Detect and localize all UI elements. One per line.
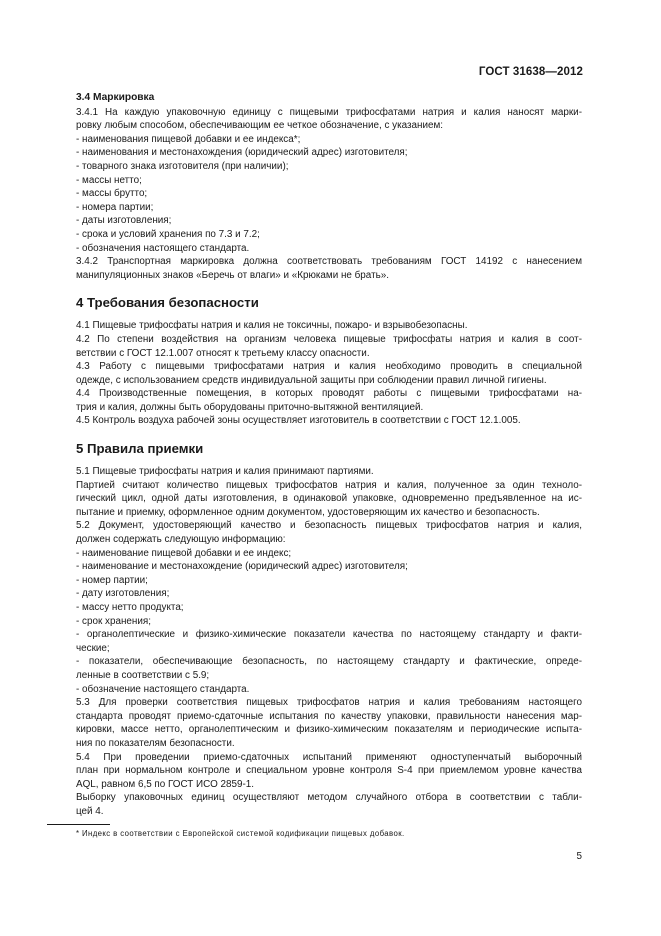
list-item: - товарного знака изготовителя (при наличии);	[76, 160, 289, 172]
paragraph-4-3: 4.3 Работу с пищевыми трифосфатами натрия и калия необходимо проводить в специальной одежде, с использованием средств индивидуальной защиты при соблюдении правил личной гигиены.	[76, 361, 582, 386]
list-item: - наименование пищевой добавки и ее индекс;	[76, 547, 292, 559]
list-item: - наименования и местонахождения (юридический адрес) изготовителя;	[76, 147, 408, 159]
page-body	[76, 91, 582, 819]
paragraph-5-1: 5.1 Пищевые трифосфаты натрия и калия принимают партиями.	[76, 466, 374, 478]
list-item: - срок хранения;	[76, 615, 151, 627]
paragraph-4-4: 4.4 Производственные помещения, в которых проводят работы с пищевыми трифосфатами на- трия и калия, должны быть оборудованы приточно-вытяжной вентиляцией.	[76, 388, 582, 413]
list-item: - массы брутто;	[76, 188, 148, 200]
list-item: - наименования пищевой добавки и ее индекса*;	[76, 133, 301, 145]
paragraph-3-4-2: 3.4.2 Транспортная маркировка должна соответствовать требованиям ГОСТ 14192 с нанесением манипуляционных знаков «Беречь от влаги» и «Крюками не брать».	[76, 256, 582, 281]
page-number: 5	[576, 851, 582, 862]
footnote: * Индекс в соответствии с Европейской системой кодификации пищевых добавок.	[76, 829, 405, 838]
list-item: - органолептические и физико-химические показатели качества по настоящему стандарту и факти- ческие;	[76, 629, 582, 654]
paragraph-sampling: Выборку упаковочных единиц осуществляют методом случайного отбора в соответствии с табли- цей 4.	[76, 792, 582, 817]
list-item: - обозначение настоящего стандарта.	[76, 683, 250, 695]
paragraph-5-3: 5.3 Для проверки соответствия пищевых трифосфатов натрия и калия требованиям настоящего стандарта проводят приемо-сдаточные испытания по качеству упаковки, правильности нанесения мар- кировки, массе нетто, органолептическим и физико-химическим показателям и периодические испыта- ния по показателям безопасности.	[76, 697, 582, 749]
section-title: 4 Требования безопасности	[76, 295, 259, 311]
marking-list	[76, 133, 582, 255]
list-item: - номера партии;	[76, 201, 154, 213]
list-item: - массу нетто продукта;	[76, 602, 184, 613]
paragraph-3-4-1: 3.4.1 На каждую упаковочную единицу с пищевыми трифосфатами натрия и калия наносят марки- ровку любым способом, обеспечивающим ее четкое обозначение, с указанием:	[76, 106, 582, 132]
section-title: 5 Правила приемки	[76, 441, 204, 457]
list-item: - даты изготовления;	[76, 215, 172, 227]
list-item: - показатели, обеспечивающие безопасность, по настоящему стандарту и фактические, опреде- ленные в соответствии с 5.9;	[76, 656, 582, 681]
paragraph-5-2: 5.2 Документ, удостоверяющий качество и безопасность пищевых трифосфатов натрия и калия, должен содержать следующую информацию:	[76, 520, 582, 546]
list-item: - наименование и местонахождение (юридический адрес) изготовителя;	[76, 561, 408, 573]
paragraph-5-4: 5.4 При проведении приемо-сдаточных испытаний применяют одноступенчатый выборочный план при нормальном контроле и специальном уровне контроля S-4 при приемлемом уровне качества AQL, равном 6,5 по ГОСТ ИСО 2859-1.	[76, 751, 582, 790]
paragraph-4-2: 4.2 По степени воздействия на организм человека пищевые трифосфаты натрия и калия в соот- ветствии с ГОСТ 12.1.007 относят к третьему классу опасности.	[76, 333, 582, 359]
list-item: - номер партии;	[76, 574, 148, 586]
footnote-divider	[47, 824, 110, 825]
paragraph-batch: Партией считают количество пищевых трифосфатов натрия и калия, полученное за один техноло- гический цикл, одной даты изготовления, в одинаковой упаковке, одновременно предъявленное на ис- пытание и приемку, оформленное одним документом, удостоверяющим их качество и безопасность.	[76, 479, 582, 518]
standard-designation: ГОСТ 31638—2012	[478, 66, 583, 78]
document-info-list	[76, 547, 582, 697]
list-item: - дату изготовления;	[76, 588, 170, 600]
subsection-title: 3.4 Маркировка	[76, 92, 155, 103]
list-item: - обозначения настоящего стандарта.	[76, 242, 250, 254]
list-item: - срока и условий хранения по 7.3 и 7.2;	[76, 228, 260, 240]
list-item: - массы нетто;	[76, 174, 142, 186]
paragraph-4-5: 4.5 Контроль воздуха рабочей зоны осуществляет изготовитель в соответствии с ГОСТ 12.1.005.	[76, 415, 521, 427]
paragraph-4-1: 4.1 Пищевые трифосфаты натрия и калия не токсичны, пожаро- и взрывобезопасны.	[76, 320, 468, 332]
